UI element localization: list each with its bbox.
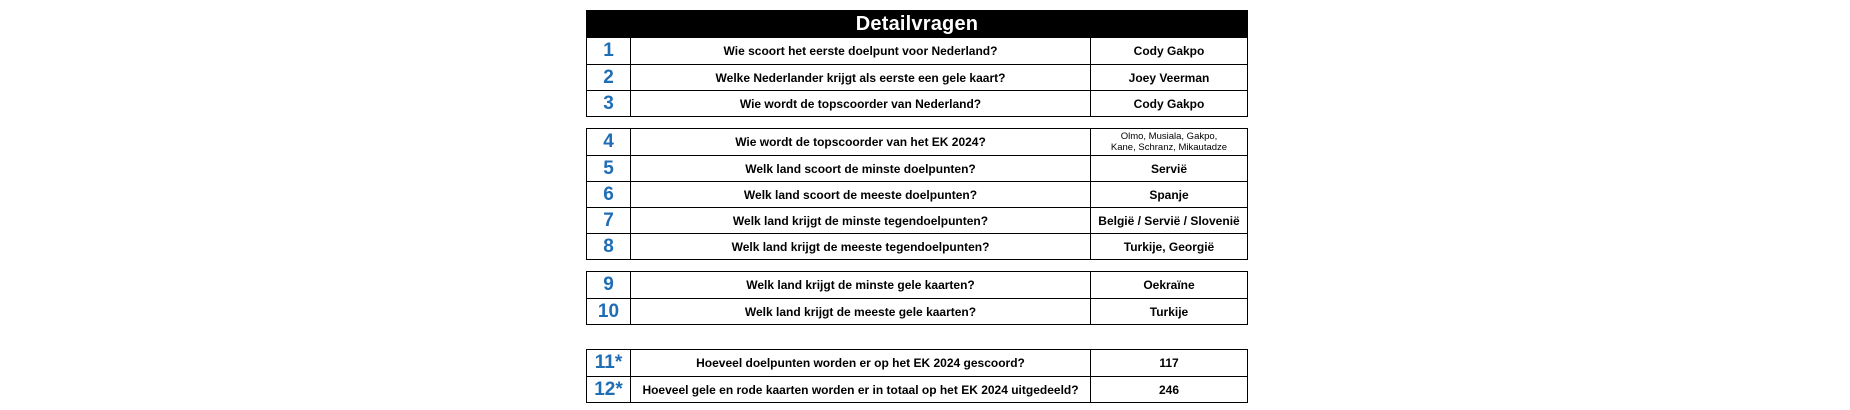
question-group-3: [586, 271, 1248, 325]
question-text: Wie wordt de topscoorder van Nederland?: [631, 91, 1091, 116]
question-text: Welk land krijgt de minste gele kaarten?: [631, 272, 1091, 298]
question-text: Welke Nederlander krijgt als eerste een gele kaart?: [631, 65, 1091, 90]
question-row: [587, 90, 1247, 116]
question-number: 12*: [587, 377, 631, 402]
answer-cell[interactable]: Joey Veerman: [1128, 70, 1210, 85]
question-row: [587, 298, 1247, 324]
answer-cell[interactable]: Turkije, Georgië: [1123, 239, 1215, 254]
group-spacer: [586, 117, 1248, 128]
group-spacer: [586, 325, 1248, 349]
question-text: Hoeveel gele en rode kaarten worden er in totaal op het EK 2024 uitgedeeld?: [631, 377, 1091, 402]
question-row: [587, 233, 1247, 259]
question-row: [587, 181, 1247, 207]
answer-line: Kane, Schranz, Mikautadze: [1110, 142, 1228, 153]
question-text: Welk land krijgt de meeste gele kaarten?: [631, 299, 1091, 324]
question-group-1: [586, 37, 1248, 117]
answer-cell[interactable]: Cody Gakpo: [1133, 44, 1205, 58]
question-number: 8: [587, 234, 631, 259]
question-group-4: [586, 349, 1248, 403]
question-group-2: [586, 128, 1248, 260]
question-number: 5: [587, 156, 631, 181]
answer-cell[interactable]: 117: [1159, 356, 1179, 370]
question-row: [587, 129, 1247, 155]
answer-cell[interactable]: Spanje: [1149, 187, 1189, 202]
answer-cell[interactable]: Servië: [1150, 161, 1188, 176]
question-row: [587, 155, 1247, 181]
question-text: Wie scoort het eerste doelpunt voor Nederland?: [631, 38, 1091, 64]
sheet-title: Detailvragen: [586, 10, 1248, 37]
group-spacer: [586, 260, 1248, 271]
question-row: [587, 207, 1247, 233]
question-row: [587, 64, 1247, 90]
question-number: 2: [587, 65, 631, 90]
question-text: Welk land krijgt de meeste tegendoelpunten?: [631, 234, 1091, 259]
answer-cell[interactable]: Cody Gakpo: [1133, 96, 1205, 111]
detail-questions-sheet: [586, 10, 1248, 403]
question-row: [587, 376, 1247, 402]
question-number: 1: [587, 38, 631, 64]
question-number: 11*: [587, 350, 631, 376]
question-number: 3: [587, 91, 631, 116]
question-text: Wie wordt de topscoorder van het EK 2024?: [631, 129, 1091, 155]
question-number: 10: [587, 299, 631, 324]
question-text: Welk land scoort de minste doelpunten?: [631, 156, 1091, 181]
question-number: 4: [587, 129, 631, 155]
answer-cell[interactable]: Oekraïne: [1143, 278, 1195, 292]
answer-line: Olmo, Musiala, Gakpo,: [1120, 131, 1218, 142]
question-row: [587, 350, 1247, 376]
question-text: Hoeveel doelpunten worden er op het EK 2024 gescoord?: [631, 350, 1091, 376]
question-text: Welk land krijgt de minste tegendoelpunten?: [631, 208, 1091, 233]
question-row: [587, 38, 1247, 64]
question-number: 6: [587, 182, 631, 207]
answer-cell[interactable]: België / Servië / Slovenië: [1098, 213, 1240, 228]
question-number: 7: [587, 208, 631, 233]
answer-cell[interactable]: 246: [1158, 382, 1180, 397]
answer-cell[interactable]: Turkije: [1149, 304, 1189, 319]
question-text: Welk land scoort de meeste doelpunten?: [631, 182, 1091, 207]
answer-cell[interactable]: [1091, 129, 1247, 155]
question-row: [587, 272, 1247, 298]
question-number: 9: [587, 272, 631, 298]
